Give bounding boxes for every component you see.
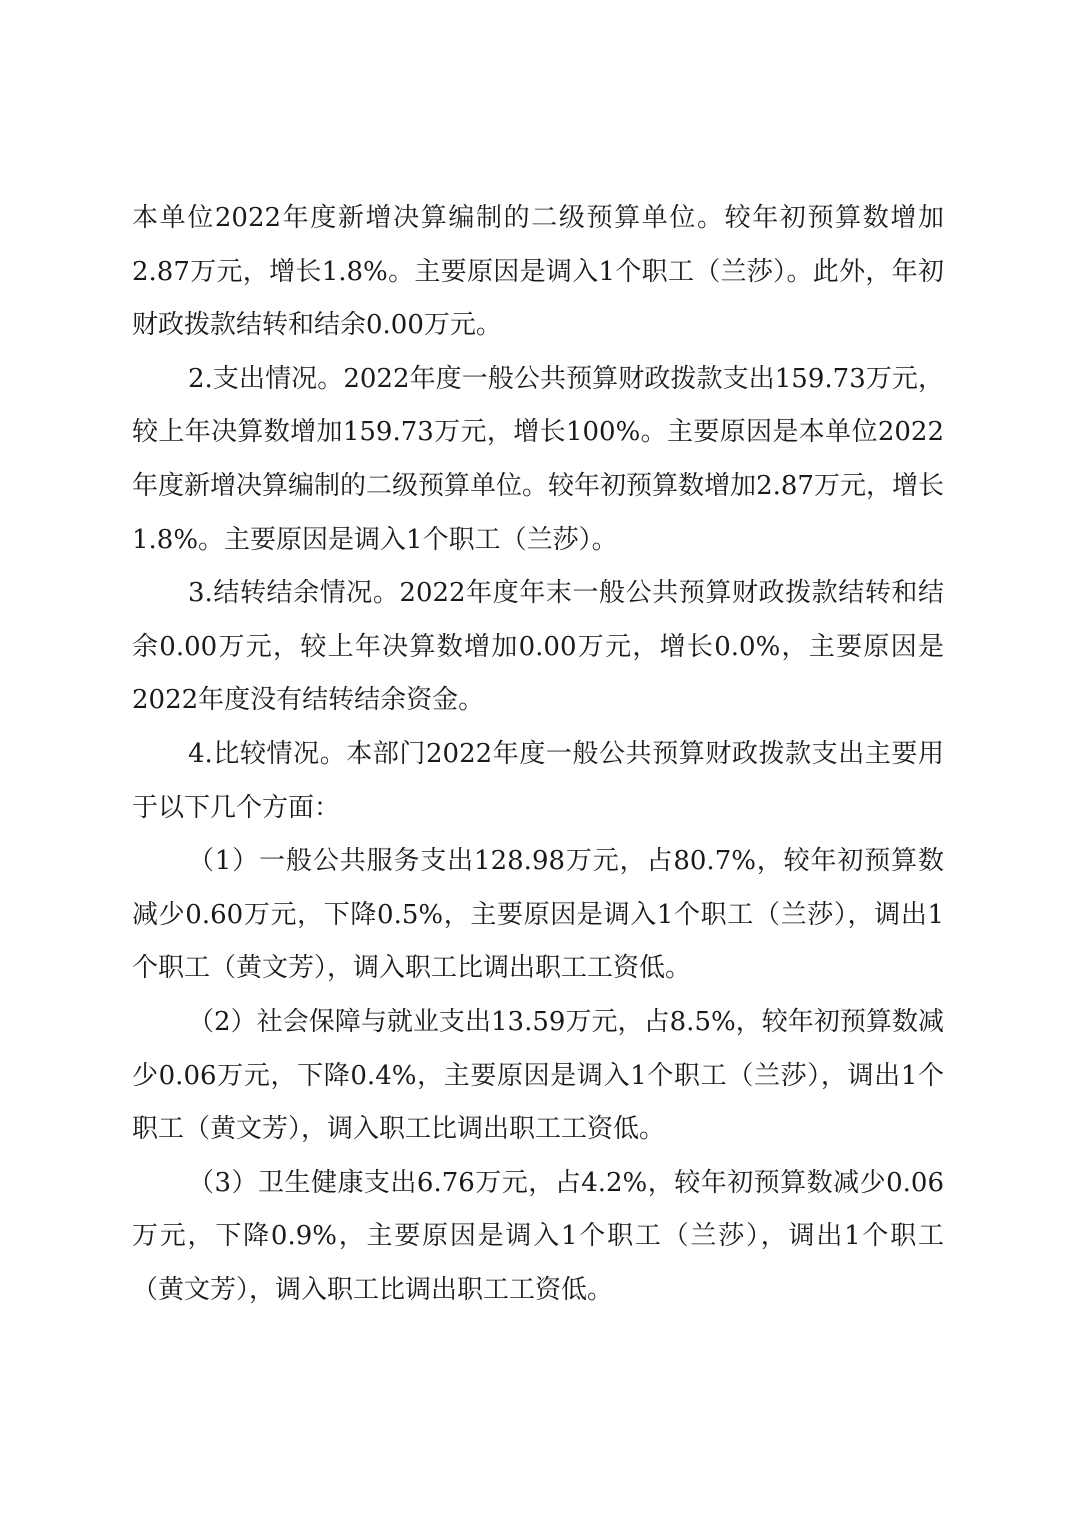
paragraph-expenditure: 2.支出情况。2022年度一般公共预算财政拨款支出159.73万元，较上年决算数增加159.73万元，增长100%。主要原因是本单位2022年度新增决算编制的二级预算单位。较年初预算数增加2.87万元，增长1.8%。主要原因是调入1个职工（兰莎）。 [132, 363, 944, 555]
paragraph-carryover: 3.结转结余情况。2022年度年末一般公共预算财政拨款结转和结余0.00万元，较上年决算数增加0.00万元，增长0.0%，主要原因是2022年度没有结转结余资金。 [132, 578, 944, 716]
paragraph-public-services: （1）一般公共服务支出128.98万元，占80.7%，较年初预算数减少0.60万元，下降0.5%，主要原因是调入1个职工（兰莎），调出1个职工（黄文芳），调入职工比调出职工工资低。 [132, 846, 944, 984]
paragraph-health: （3）卫生健康支出6.76万元，占4.2%，较年初预算数减少0.06万元，下降0.9%，主要原因是调入1个职工（兰莎），调出1个职工（黄文芳），调入职工比调出职工工资低。 [132, 1167, 944, 1305]
paragraph-comparison: 4.比较情况。本部门2022年度一般公共预算财政拨款支出主要用于以下几个方面： [132, 738, 944, 823]
document-body [132, 192, 944, 1317]
paragraph-social-security: （2）社会保障与就业支出13.59万元，占8.5%，较年初预算数减少0.06万元，下降0.4%，主要原因是调入1个职工（兰莎），调出1个职工（黄文芳），调入职工比调出职工工资低。 [132, 1006, 944, 1145]
paragraph-revenue-continued: 本单位2022年度新增决算编制的二级预算单位。较年初预算数增加2.87万元，增长1.8%。主要原因是调入1个职工（兰莎）。此外，年初财政拨款结转和结余0.00万元。 [132, 203, 944, 341]
